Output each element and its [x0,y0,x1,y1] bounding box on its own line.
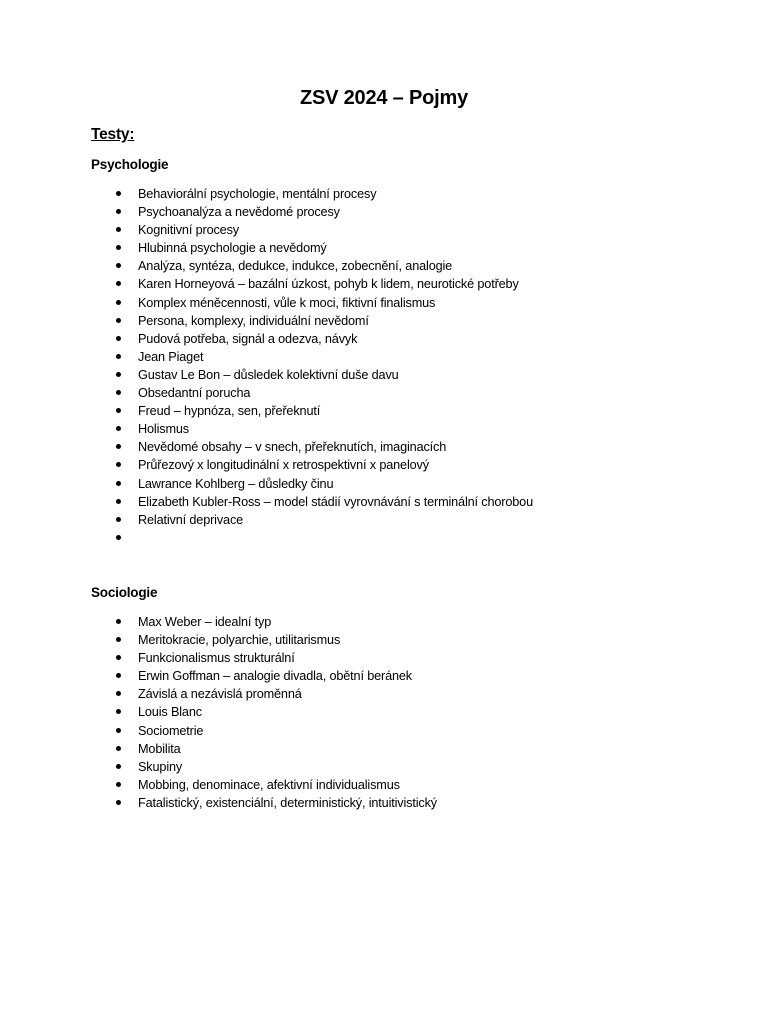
bullet-icon [116,408,121,413]
list-item [91,456,533,474]
bullet-icon [116,462,121,467]
bullet-icon [116,673,121,678]
list-item [91,330,533,348]
list-item [91,221,533,239]
sociologie-list [91,613,437,812]
list-item-text: Hlubinná psychologie a nevědomý [138,241,327,256]
list-item [91,257,533,275]
list-item-text: Holismus [138,422,189,437]
list-item-text: Lawrance Kohlberg – důsledky činu [138,476,334,491]
list-item-text: Obsedantní porucha [138,386,251,401]
bullet-icon [116,390,121,395]
list-item-text: Persona, komplexy, individuální nevědomí [138,313,369,328]
list-item-text: Sociometrie [138,723,204,738]
bullet-icon [116,191,121,196]
section-heading-sociologie: Sociologie [91,585,158,600]
section-heading-psychologie: Psychologie [91,157,169,172]
list-item-text: Jean Piaget [138,349,204,364]
list-item-text: Elizabeth Kubler-Ross – model stádií vyrovnávání s terminální chorobou [138,494,533,509]
list-item [91,366,533,384]
list-item-text: Funkcionalismus strukturální [138,651,295,666]
bullet-icon [116,764,121,769]
bullet-icon [116,655,121,660]
bullet-icon [116,746,121,751]
list-item-text: Freud – hypnóza, sen, přeřeknutí [138,404,321,419]
list-item [91,203,533,221]
list-item-text: Kognitivní procesy [138,223,239,238]
list-item-text: Meritokracie, polyarchie, utilitarismus [138,633,341,648]
list-item-text: Karen Horneyová – bazální úzkost, pohyb k lidem, neurotické potřeby [138,277,519,292]
bullet-icon [116,444,121,449]
bullet-icon [116,691,121,696]
bullet-icon [116,281,121,286]
list-item-text: Pudová potřeba, signál a odezva, návyk [138,331,358,346]
bullet-icon [116,300,121,305]
list-item-text: Mobbing, denominace, afektivní individualismus [138,777,400,792]
bullet-icon [116,227,121,232]
list-item [91,631,437,649]
bullet-icon [116,263,121,268]
list-item [91,239,533,257]
list-item-text: Erwin Goffman – analogie divadla, obětní beránek [138,669,412,684]
list-item-text: Nevědomé obsahy – v snech, přeřeknutích, imaginacích [138,440,447,455]
bullet-icon [116,517,121,522]
bullet-icon [116,481,121,486]
list-item-text: Závislá a nezávislá proměnná [138,687,302,702]
list-item [91,384,533,402]
list-item-text: Analýza, syntéza, dedukce, indukce, zobecnění, analogie [138,259,453,274]
list-item [91,722,437,740]
list-item [91,493,533,511]
bullet-icon [116,782,121,787]
bullet-icon [116,354,121,359]
list-item [91,613,437,631]
list-item-text: Fatalistický, existenciální, deterministický, intuitivistický [138,795,437,810]
page-title: ZSV 2024 – Pojmy [299,87,468,109]
list-item [91,794,437,812]
list-item [91,294,533,312]
list-item [91,776,437,794]
bullet-icon [116,426,121,431]
list-item-text: Relativní deprivace [138,512,244,527]
bullet-icon [116,336,121,341]
list-item [91,740,437,758]
bullet-icon [116,318,121,323]
list-item [91,667,437,685]
bullet-icon [116,245,121,250]
list-item [91,649,437,667]
list-item [91,275,533,293]
list-item-text: Mobilita [138,741,181,756]
list-item-text: Max Weber – idealní typ [138,615,272,629]
bullet-icon [116,209,121,214]
tests-heading: Testy: [91,126,135,143]
list-item-text: Behaviorální psychologie, mentální procesy [138,187,377,201]
list-item [91,185,533,203]
list-item-text: Psychoanalýza a nevědomé procesy [138,205,340,220]
list-item [91,685,437,703]
bullet-icon [116,619,121,624]
list-item [91,529,533,547]
list-item-text: Skupiny [138,759,183,774]
bullet-icon [116,800,121,805]
list-item [91,703,437,721]
list-item [91,420,533,438]
list-item [91,312,533,330]
list-item-text: Louis Blanc [138,705,202,720]
list-item-text: Průřezový x longitudinální x retrospektivní x panelový [138,458,429,473]
list-item [91,511,533,529]
bullet-icon [116,535,121,540]
bullet-icon [116,372,121,377]
bullet-icon [116,637,121,642]
list-item [91,475,533,493]
bullet-icon [116,709,121,714]
bullet-icon [116,728,121,733]
list-item-text: Komplex méněcennosti, vůle k moci, fiktivní finalismus [138,295,436,310]
list-item [91,438,533,456]
list-item [91,348,533,366]
psychologie-list [91,185,533,547]
list-item [91,758,437,776]
bullet-icon [116,499,121,504]
list-item-text: Gustav Le Bon – důsledek kolektivní duše davu [138,367,399,382]
list-item [91,402,533,420]
